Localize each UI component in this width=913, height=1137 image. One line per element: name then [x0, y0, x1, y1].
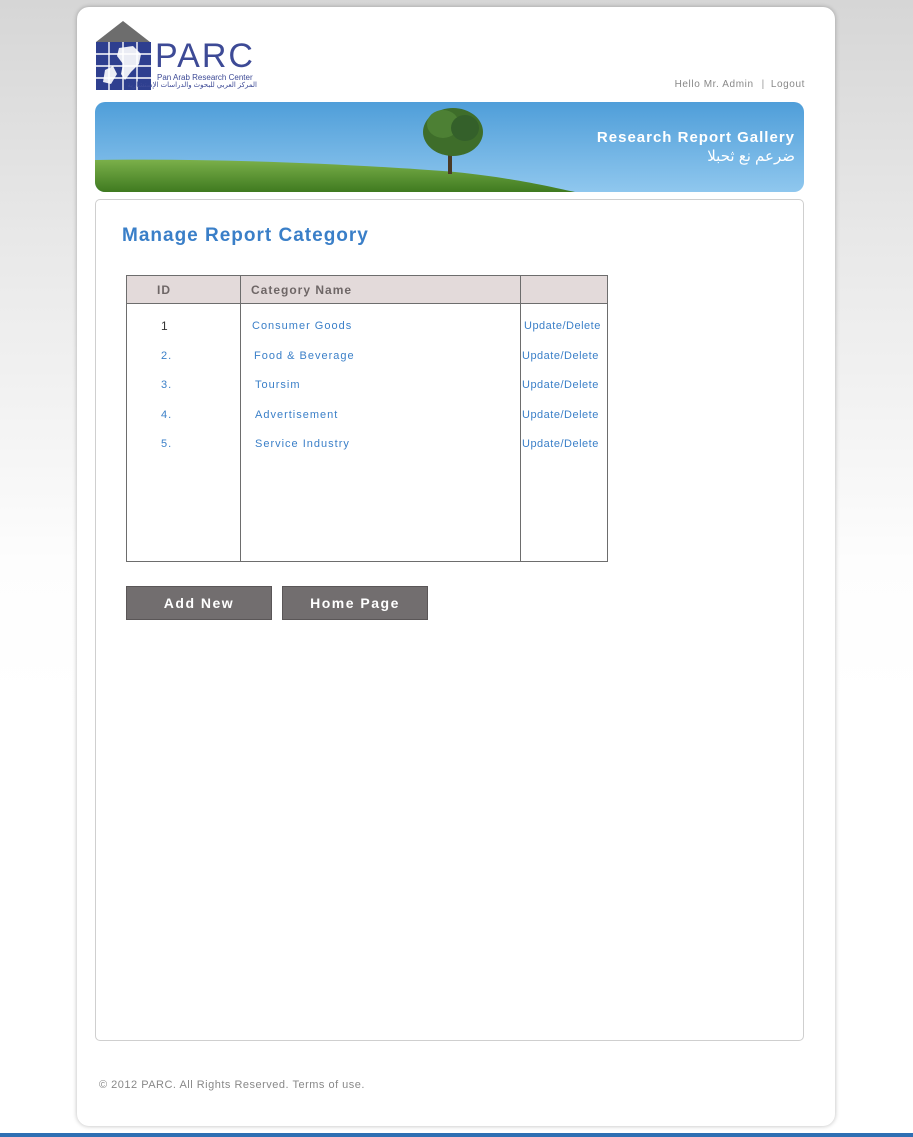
page-title: Manage Report Category [122, 225, 369, 246]
logo-wordmark: PARC [155, 37, 255, 75]
table-row-id: 1 [161, 319, 169, 333]
table-row-category-name: Consumer Goods [252, 320, 353, 332]
landscape-banner-image [95, 102, 804, 192]
add-new-button[interactable]: Add New [126, 586, 272, 620]
home-page-button[interactable]: Home Page [282, 586, 428, 620]
column-divider [520, 276, 521, 561]
column-header-category-name: Category Name [251, 283, 353, 297]
update-delete-link[interactable]: Update/Delete [522, 409, 599, 421]
footer-copyright: © 2012 PARC. All Rights Reserved. Terms of use. [99, 1079, 365, 1091]
update-delete-link[interactable]: Update/Delete [524, 320, 601, 332]
header-banner [95, 102, 804, 192]
bottom-accent-line [0, 1133, 913, 1137]
logout-link[interactable]: Logout [770, 79, 805, 90]
update-delete-link[interactable]: Update/Delete [522, 350, 599, 362]
table-row-id: 3. [161, 379, 173, 391]
logo-arabic-name: المركز العربي للبحوث والدراسات الإستشارية [127, 82, 257, 89]
column-header-id: ID [157, 283, 171, 297]
column-divider [240, 276, 241, 561]
category-table [126, 275, 608, 562]
logo-english-name: Pan Arab Research Center [157, 73, 253, 82]
update-delete-link[interactable]: Update/Delete [522, 379, 599, 391]
table-row-category-name: Service Industry [255, 438, 350, 450]
table-row-category-name: Toursim [255, 379, 301, 391]
table-row-category-name: Advertisement [255, 409, 339, 421]
banner-title: Research Report Gallery [596, 129, 795, 146]
separator: | [761, 79, 765, 90]
table-row-id: 4. [161, 409, 173, 421]
user-bar [675, 79, 805, 90]
table-header-row [127, 276, 607, 304]
update-delete-link[interactable]: Update/Delete [522, 438, 599, 450]
greeting-text: Hello Mr. Admin [674, 79, 754, 90]
parc-logo[interactable] [95, 20, 260, 92]
table-row-id: 5. [161, 438, 173, 450]
banner-subtitle: ضرعم نع ثحبلا [707, 148, 795, 165]
table-row-id: 2. [161, 350, 173, 362]
table-row-category-name: Food & Beverage [254, 350, 355, 362]
